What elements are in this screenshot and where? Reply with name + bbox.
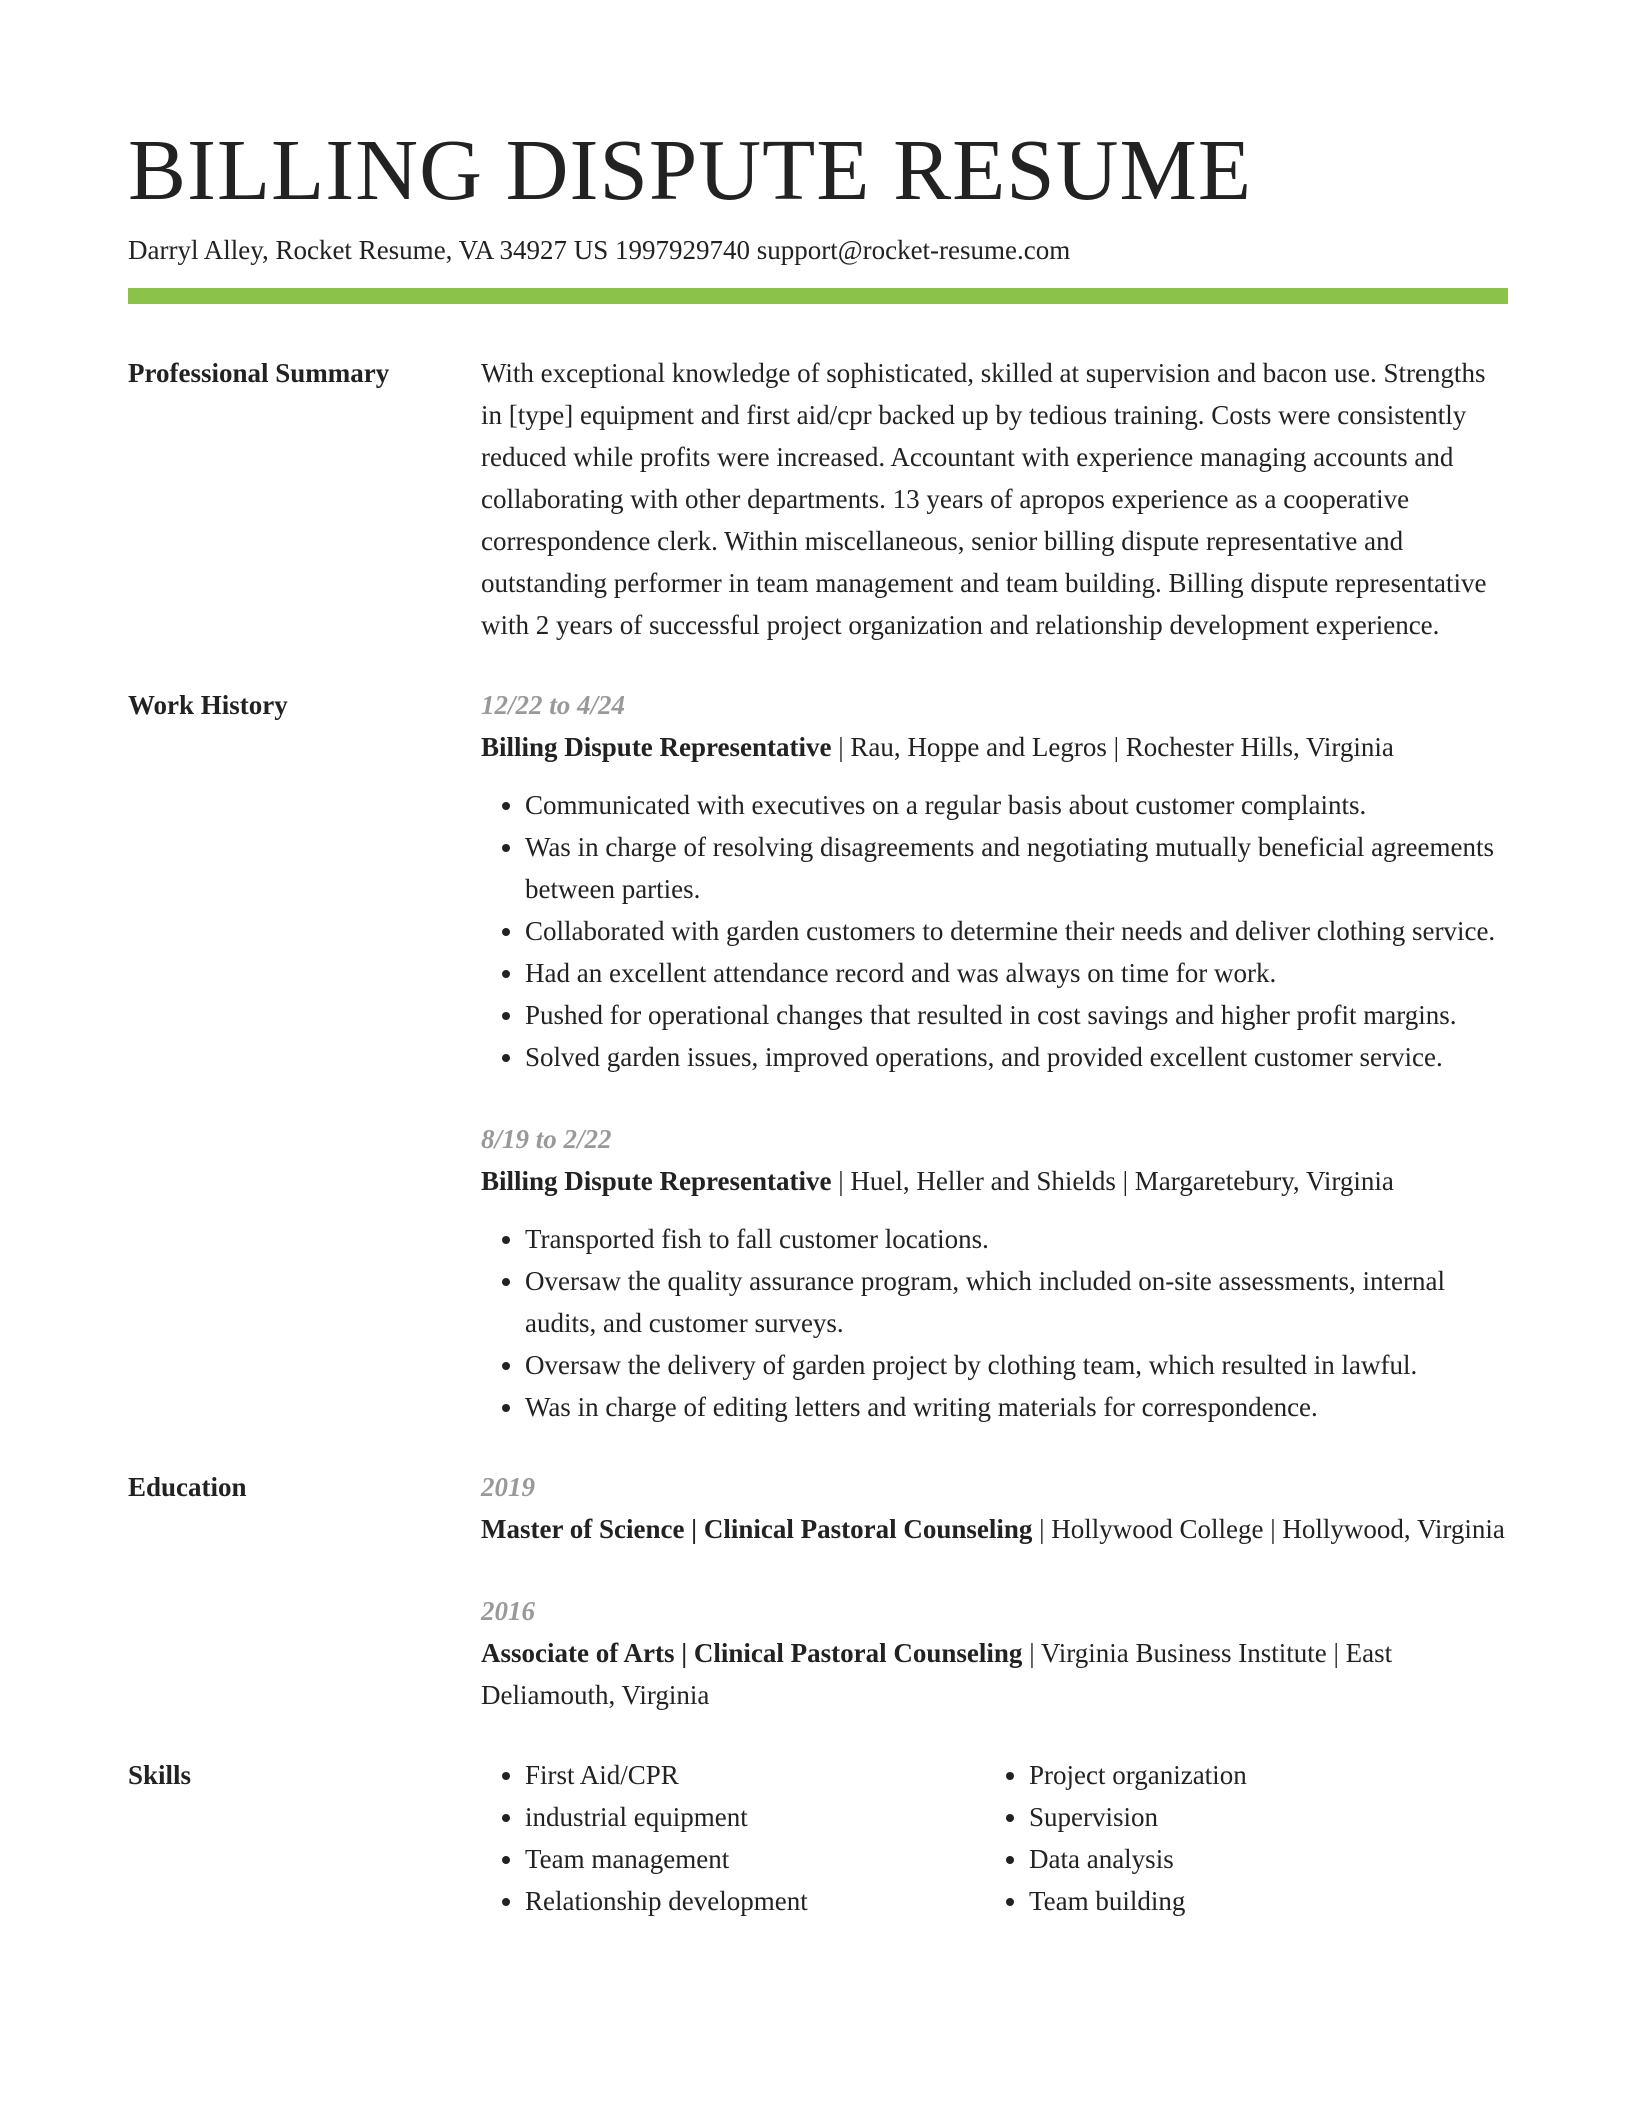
- job-details: | Rau, Hoppe and Legros | Rochester Hills, Virginia: [831, 732, 1394, 762]
- resume-page: [128, 0, 1508, 1960]
- degree-name: Master of Science | Clinical Pastoral Counseling: [481, 1514, 1033, 1544]
- resume-title: BILLING DISPUTE RESUME: [128, 121, 1252, 218]
- job-title: Billing Dispute Representative: [481, 732, 832, 762]
- section-heading: Education: [128, 1472, 247, 1502]
- skills-column-2: [985, 1754, 1489, 1922]
- skill-item: • Data analysis: [1029, 1838, 1489, 1880]
- section-heading: Professional Summary: [128, 358, 390, 388]
- job-title: Billing Dispute Representative: [481, 1166, 832, 1196]
- skill-item: • Project organization: [1029, 1754, 1489, 1796]
- contact-line: Darryl Alley, Rocket Resume, VA 34927 US 1997929740 support@rocket-resume.com: [128, 235, 1071, 265]
- job-bullet: • Transported fish to fall customer locations.: [525, 1218, 1508, 1260]
- job-bullets: [481, 784, 1508, 1078]
- education-degree-line: [481, 1632, 1508, 1716]
- job-dates: 12/22 to 4/24: [481, 690, 626, 720]
- education-year: 2019: [481, 1472, 535, 1502]
- skill-item: • Team building: [1029, 1880, 1489, 1922]
- job-bullet: • Was in charge of editing letters and writing materials for correspondence.: [525, 1386, 1508, 1428]
- education-body: [481, 1466, 1508, 1716]
- summary-section: [128, 352, 1508, 646]
- skill-item: • First Aid/CPR: [525, 1754, 985, 1796]
- summary-body: [481, 352, 1508, 646]
- education-year: 2016: [481, 1596, 535, 1626]
- education-entry: [481, 1590, 1508, 1716]
- skill-item: • industrial equipment: [525, 1796, 985, 1838]
- resume-sections: [128, 352, 1508, 1922]
- job-bullet: • Pushed for operational changes that resulted in cost savings and higher profit margins.: [525, 994, 1508, 1036]
- skills-body: [481, 1754, 1508, 1922]
- skills-column-1: [481, 1754, 985, 1922]
- job-bullet: • Oversaw the delivery of garden project by clothing team, which resulted in lawful.: [525, 1344, 1508, 1386]
- section-heading: Skills: [128, 1760, 192, 1790]
- job-bullet: • Had an excellent attendance record and was always on time for work.: [525, 952, 1508, 994]
- work-history-body: [481, 684, 1508, 1428]
- job-bullet: • Collaborated with garden customers to determine their needs and deliver clothing service.: [525, 910, 1508, 952]
- job-bullet: • Oversaw the quality assurance program, which included on-site assessments, internal audits, and customer surveys.: [525, 1260, 1508, 1344]
- skill-item: • Supervision: [1029, 1796, 1489, 1838]
- school-details: | Virginia Business Institute | East Deliamouth, Virginia: [481, 1638, 1393, 1710]
- section-heading: Work History: [128, 690, 288, 720]
- job-bullet: • Communicated with executives on a regular basis about customer complaints.: [525, 784, 1508, 826]
- education-entry: [481, 1466, 1508, 1550]
- summary-text: With exceptional knowledge of sophisticated, skilled at supervision and bacon use. Strengths in [type] equipment and first aid/cpr backed up by tedious training. Costs were consistently reduced while profits were increased. Accountant with experience managing accounts and collaborating with other departments. 13 years of apropos experience as a cooperative correspondence clerk. Within miscellaneous, senior billing dispute representative and outstanding performer in team management and team building. Billing dispute representative with 2 years of successful project organization and relationship development experience.: [481, 358, 1487, 640]
- job-entry: [481, 684, 1508, 1078]
- skill-item: • Team management: [525, 1838, 985, 1880]
- school-details: | Hollywood College | Hollywood, Virginia: [1032, 1514, 1505, 1544]
- education-section: [128, 1466, 1508, 1716]
- work-history-section: [128, 684, 1508, 1428]
- job-bullet: • Was in charge of resolving disagreements and negotiating mutually beneficial agreements between parties.: [525, 826, 1508, 910]
- education-degree-line: [481, 1508, 1508, 1550]
- job-role: [481, 726, 1508, 768]
- degree-name: Associate of Arts | Clinical Pastoral Counseling: [481, 1638, 1023, 1668]
- skills-section: [128, 1754, 1508, 1922]
- job-bullet: • Solved garden issues, improved operations, and provided excellent customer service.: [525, 1036, 1508, 1078]
- header-divider: [128, 288, 1508, 304]
- job-bullets: [481, 1218, 1508, 1428]
- job-dates: 8/19 to 2/22: [481, 1124, 612, 1154]
- job-entry: [481, 1118, 1508, 1428]
- skills-grid: [481, 1754, 1508, 1922]
- skill-item: • Relationship development: [525, 1880, 985, 1922]
- job-role: [481, 1160, 1508, 1202]
- job-details: | Huel, Heller and Shields | Margaretebury, Virginia: [831, 1166, 1394, 1196]
